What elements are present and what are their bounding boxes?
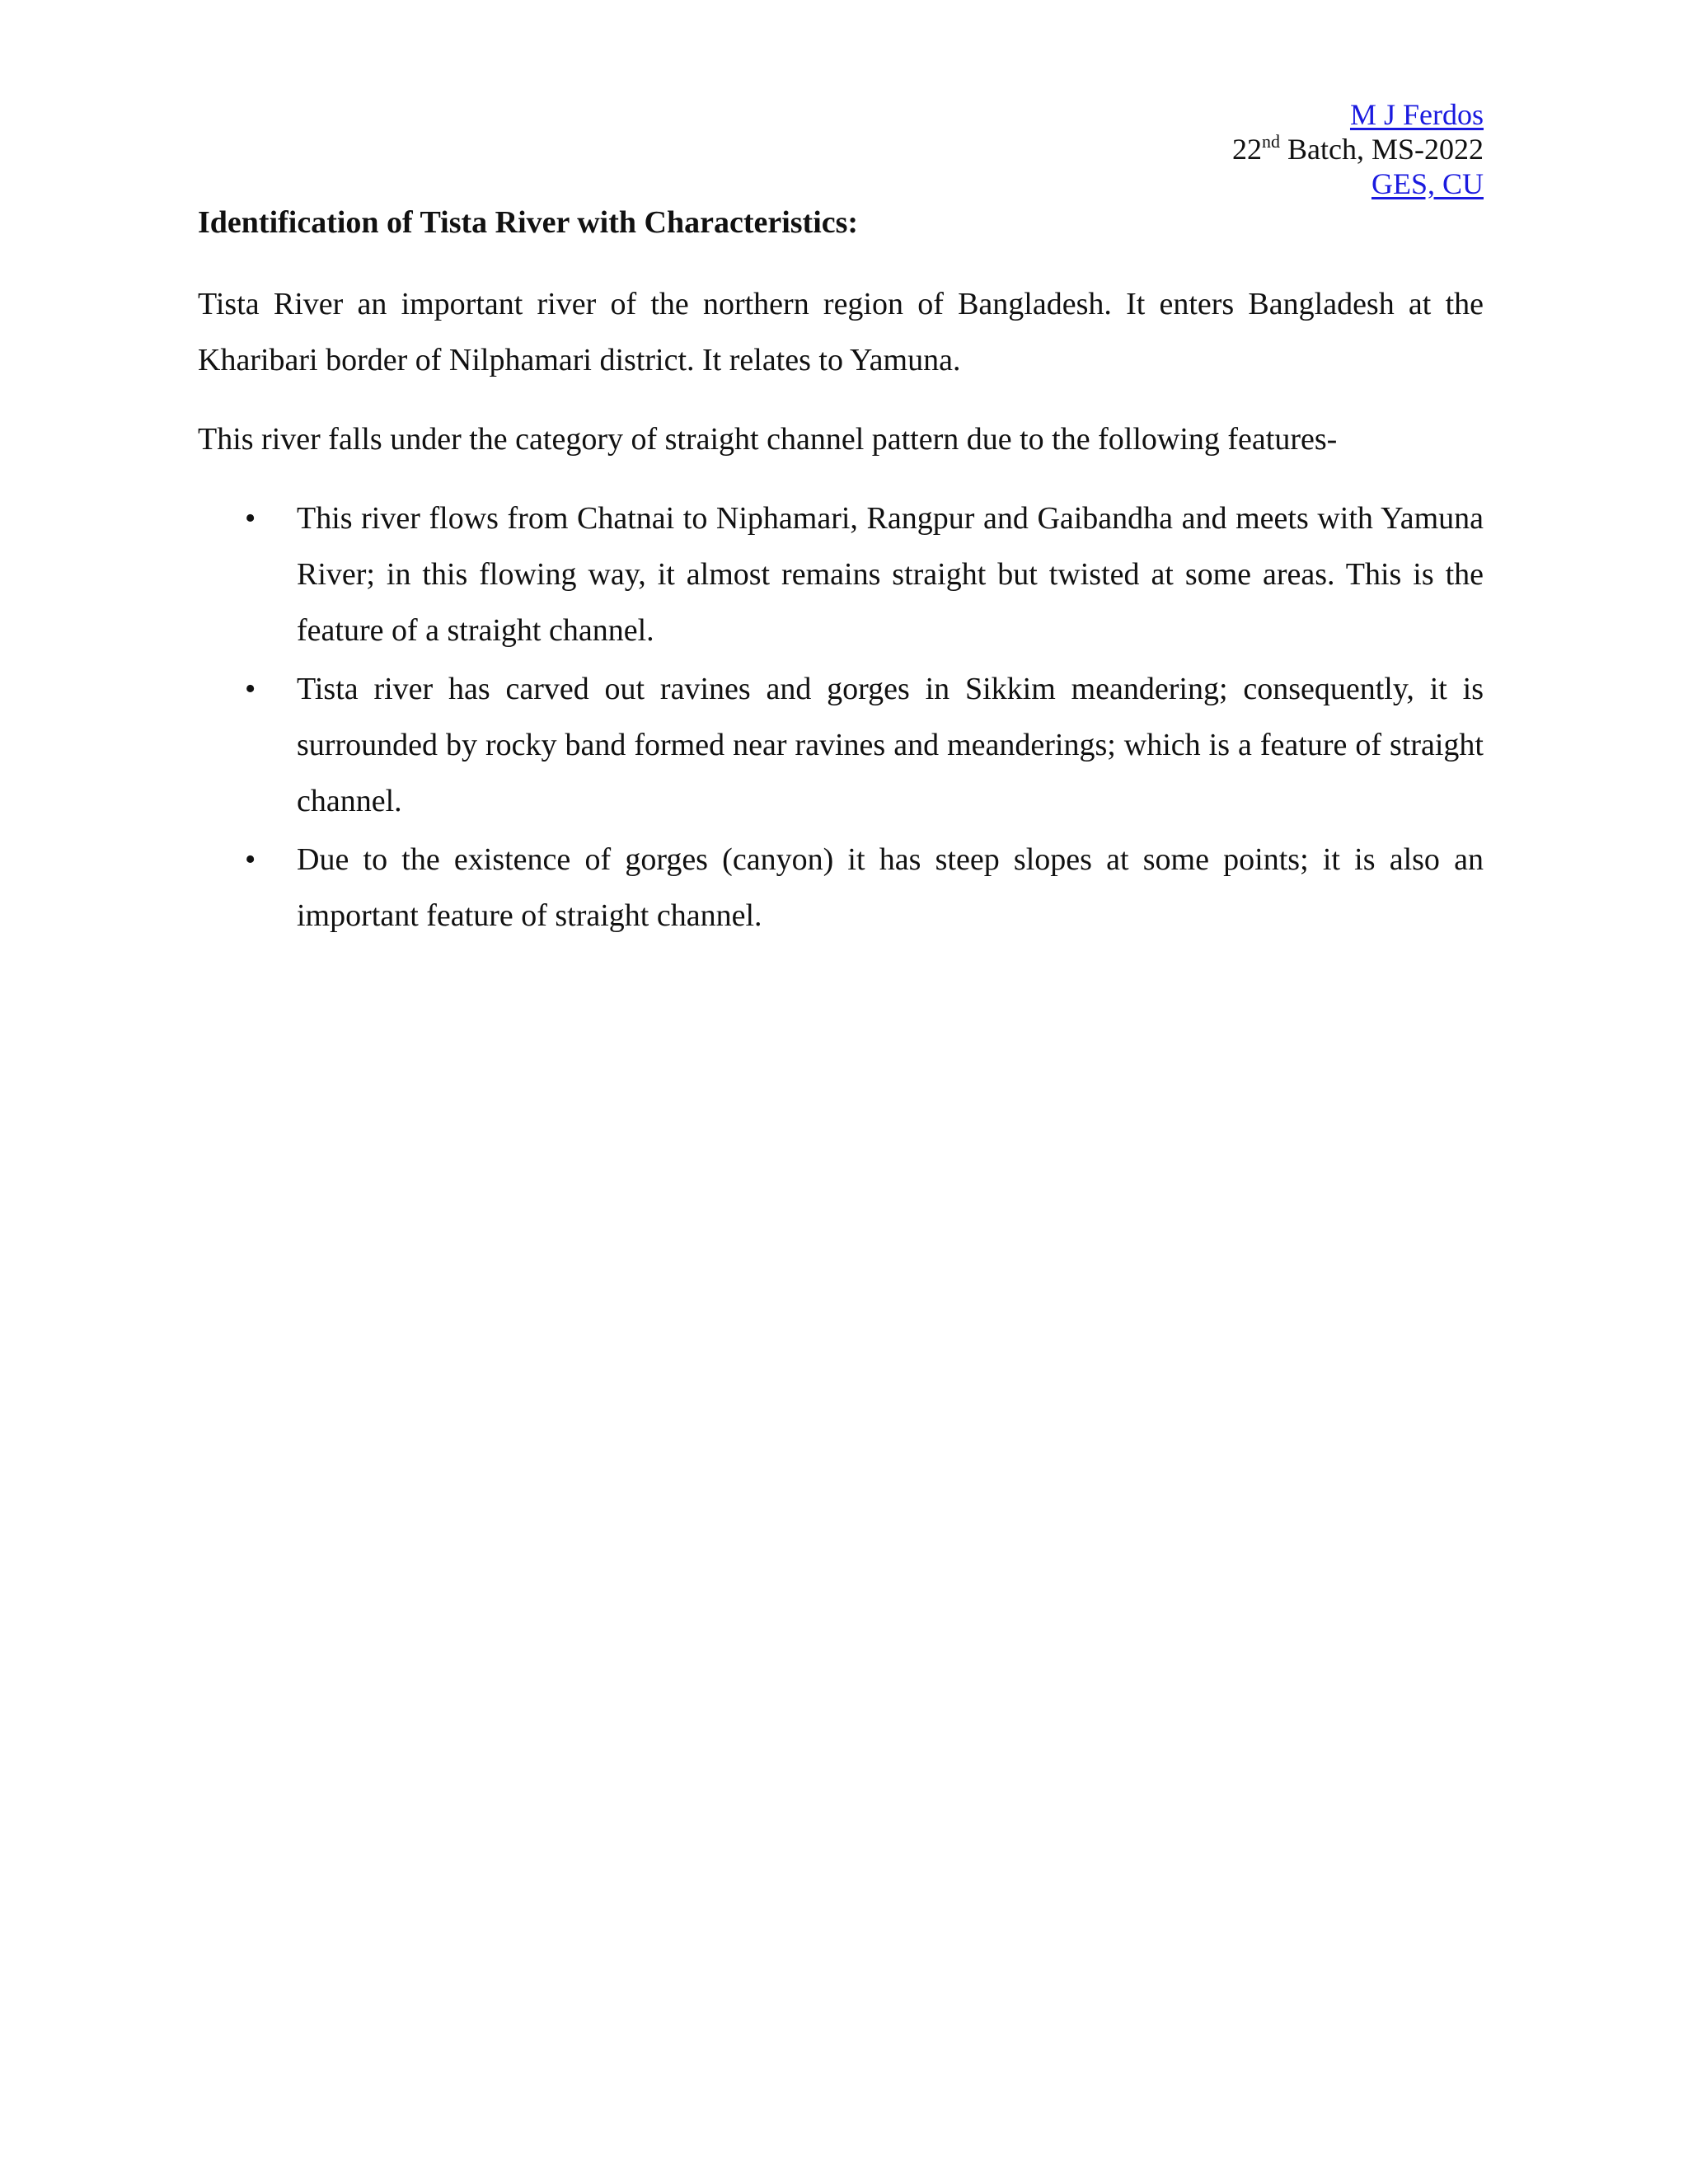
batch-ordinal-suffix: nd: [1262, 131, 1280, 152]
document-heading: Identification of Tista River with Characteristics:: [198, 205, 859, 240]
author-name-link[interactable]: M J Ferdos: [1349, 98, 1484, 131]
document-body: [198, 202, 1484, 946]
bullet-icon: •: [245, 842, 256, 877]
list-item: [198, 490, 1484, 658]
list-item-text: Due to the existence of gorges (canyon) it has steep slopes at some points; it is also an important feature of straight channel.: [297, 842, 1484, 933]
intro-paragraph: Tista River an important river of the northern region of Bangladesh. It enters Bangladesh at the Kharibari border of Nilphamari district. It relates to Yamuna.: [198, 287, 1484, 377]
bullet-icon: •: [245, 501, 256, 536]
batch-text: Batch, MS-2022: [1280, 133, 1484, 166]
affiliation-link[interactable]: GES, CU: [1371, 167, 1484, 200]
list-item-text: Tista river has carved out ravines and gorges in Sikkim meandering; consequently, it is surrounded by rocky band formed near ravines and meanderings; which is a feature of straight channel.: [297, 672, 1484, 818]
category-paragraph: This river falls under the category of straight channel pattern due to the following features-: [198, 422, 1338, 457]
affiliation-line: [1232, 166, 1484, 201]
feature-list: [198, 490, 1484, 944]
list-item: [198, 661, 1484, 829]
author-block: [1232, 97, 1484, 201]
author-name-line: [1232, 97, 1484, 132]
batch-number: 22: [1232, 133, 1262, 166]
batch-line: [1232, 132, 1484, 166]
bullet-icon: •: [245, 672, 256, 706]
list-item-text: This river flows from Chatnai to Niphamari, Rangpur and Gaibandha and meets with Yamuna River; in this flowing way, it almost remains straight but twisted at some areas. This is the feature of a straight channel.: [297, 501, 1484, 648]
list-item: [198, 832, 1484, 944]
